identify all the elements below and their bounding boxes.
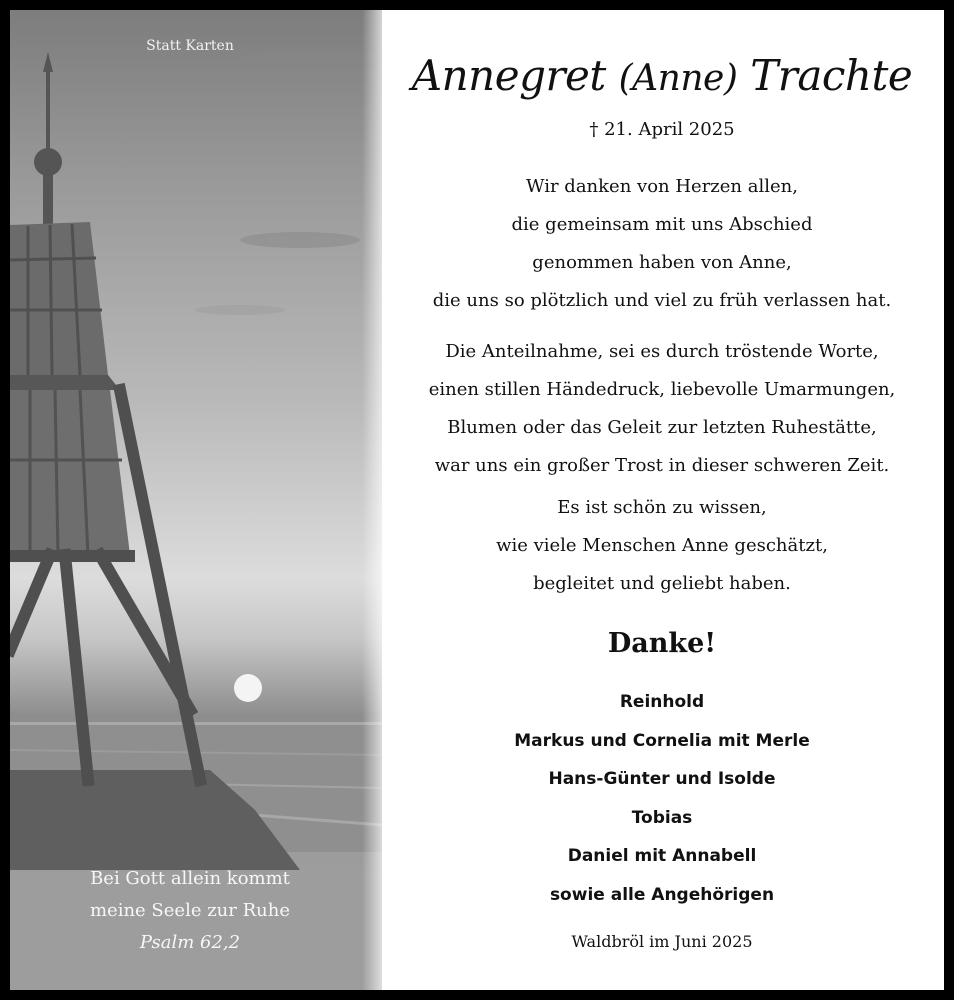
text-line: war uns ein großer Trost in dieser schweren Zeit. xyxy=(434,455,890,476)
lighthouse-photo xyxy=(10,10,382,990)
family-member: Hans-Günter und Isolde xyxy=(548,769,776,790)
photo-fade xyxy=(362,10,382,990)
quote-line: Bei Gott allein kommt xyxy=(90,868,290,889)
psalm-quote xyxy=(70,863,310,959)
text-line: genommen haben von Anne, xyxy=(532,252,792,273)
text-line: wie viele Menschen Anne geschätzt, xyxy=(496,535,828,556)
last-name: Trachte xyxy=(750,51,913,100)
nickname: (Anne) xyxy=(618,58,738,99)
family-list xyxy=(402,683,922,915)
family-member: Daniel mit Annabell xyxy=(567,846,757,867)
text-line: die gemeinsam mit uns Abschied xyxy=(511,214,813,235)
closing-paragraph xyxy=(402,489,922,603)
caption-statt-karten: Statt Karten xyxy=(146,38,234,54)
text-line: einen stillen Händedruck, liebevolle Umarmungen, xyxy=(428,379,896,400)
thanks-paragraph xyxy=(402,168,922,320)
death-date: † 21. April 2025 xyxy=(589,119,735,140)
obituary-card xyxy=(10,10,944,990)
deceased-name xyxy=(402,48,922,107)
text-line: Es ist schön zu wissen, xyxy=(557,497,767,518)
text-line: Die Anteilnahme, sei es durch tröstende Worte, xyxy=(445,341,879,362)
family-member: Markus und Cornelia mit Merle xyxy=(514,730,810,751)
first-name: Annegret xyxy=(411,51,606,100)
text-line: Wir danken von Herzen allen, xyxy=(526,176,798,197)
family-member: Reinhold xyxy=(619,692,705,712)
family-member: sowie alle Angehörigen xyxy=(549,884,775,905)
text-line: Blumen oder das Geleit zur letzten Ruhestätte, xyxy=(447,417,877,438)
place-date: Waldbröl im Juni 2025 xyxy=(571,932,753,951)
quote-reference: Psalm 62,2 xyxy=(139,932,241,953)
text-line: begleitet und geliebt haben. xyxy=(533,573,791,594)
family-member: Tobias xyxy=(631,807,693,828)
kugelbake-silhouette xyxy=(10,10,382,990)
text-line: die uns so plötzlich und viel zu früh verlassen hat. xyxy=(432,290,892,311)
thanks-heading: Danke! xyxy=(607,628,717,659)
sympathy-paragraph xyxy=(402,333,922,485)
quote-line: meine Seele zur Ruhe xyxy=(89,900,290,921)
